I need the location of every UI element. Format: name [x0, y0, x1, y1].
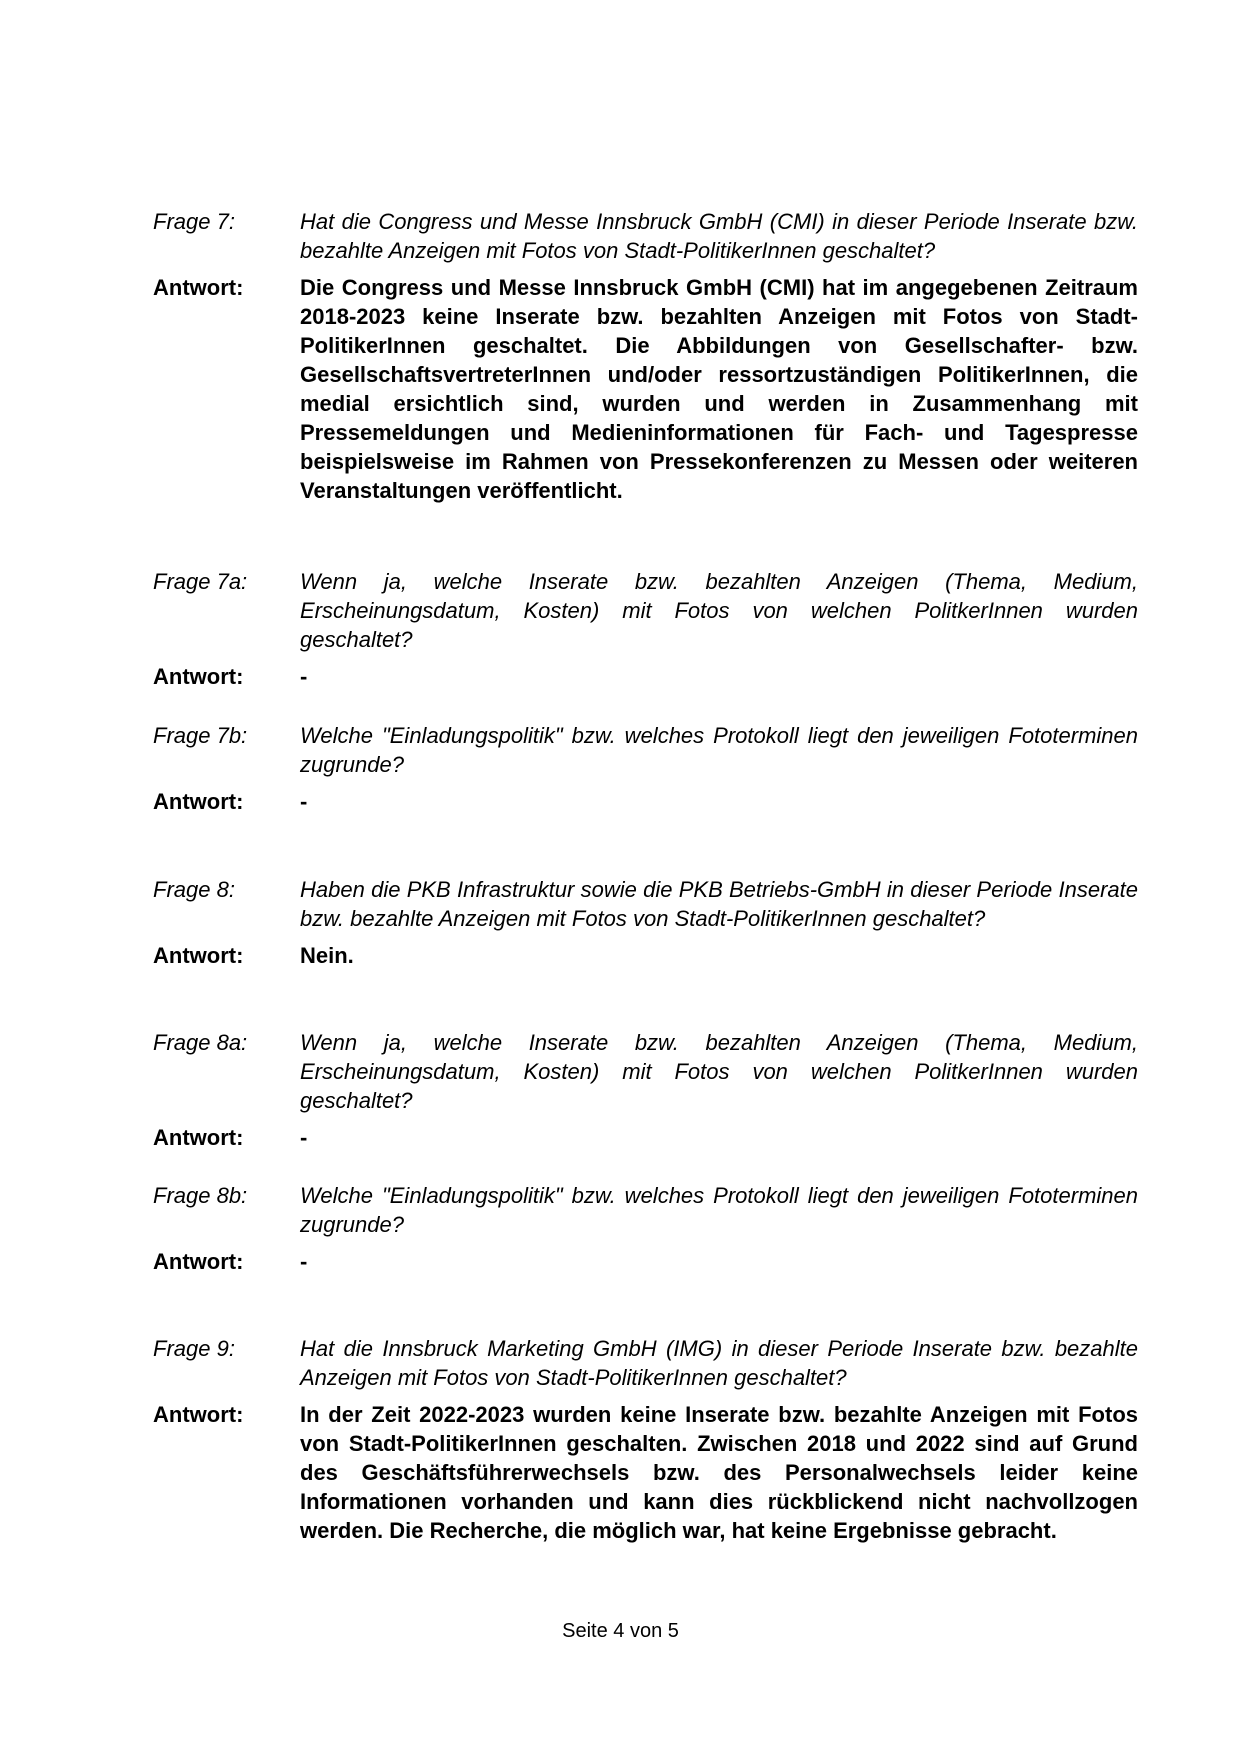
answer-text: In der Zeit 2022-2023 wurden keine Inserate bzw. bezahlte Anzeigen mit Fotos von Stadt-PolitikerInnen geschalten. Zwischen 2018 und 2022 sind auf Grund des Geschäftsführerwechsels bzw. des Personalwechsels leider keine Informationen vorhanden und kann dies rückblickend nicht nachvollzogen werden. Die Recherche, die möglich war, hat keine Ergebnisse gebracht.: [300, 1402, 1138, 1543]
question-label: Frage 9:: [153, 1336, 235, 1361]
answer-row: [153, 941, 1138, 970]
qa-block-frage-8: [153, 875, 1138, 970]
answer-label: Antwort:: [153, 664, 244, 689]
qa-block-frage-8a: [153, 1028, 1138, 1152]
answer-label: Antwort:: [153, 789, 244, 814]
question-row: [153, 721, 1138, 779]
question-label: Frage 8:: [153, 877, 235, 902]
question-row: [153, 567, 1138, 654]
question-label: Frage 7:: [153, 209, 235, 234]
answer-row: [153, 1247, 1138, 1276]
qa-block-frage-9: [153, 1334, 1138, 1545]
question-text: Hat die Congress und Messe Innsbruck GmbH (CMI) in dieser Periode Inserate bzw. bezahlte Anzeigen mit Fotos von Stadt-PolitikerInnen geschaltet?: [300, 209, 1138, 263]
question-row: [153, 875, 1138, 933]
answer-row: [153, 662, 1138, 691]
question-label: Frage 7a:: [153, 569, 248, 594]
question-text: Wenn ja, welche Inserate bzw. bezahlten Anzeigen (Thema, Medium, Erscheinungsdatum, Kosten) mit Fotos von welchen PolitkerInnen wurden geschaltet?: [300, 569, 1138, 652]
question-row: [153, 1028, 1138, 1115]
question-text: Welche "Einladungspolitik" bzw. welches Protokoll liegt den jeweiligen Fototerminen zugrunde?: [300, 1183, 1138, 1237]
answer-text: Die Congress und Messe Innsbruck GmbH (CMI) hat im angegebenen Zeitraum 2018-2023 keine Inserate bzw. bezahlten Anzeigen mit Fotos von Stadt-PolitikerInnen geschaltet. Die Abbildungen von Gesellschafter- bzw. GesellschaftsvertreterInnen und/oder ressortzuständigen PolitikerInnen, die medial ersichtlich sind, wurden und werden in Zusammenhang mit Pressemeldungen und Medieninformationen für Fach- und Tagespresse beispielsweise im Rahmen von Pressekonferenzen zu Messen oder weiteren Veranstaltungen veröffentlicht.: [300, 275, 1138, 503]
answer-label: Antwort:: [153, 943, 244, 968]
answer-label: Antwort:: [153, 1125, 244, 1150]
answer-text: -: [300, 1125, 308, 1150]
answer-text: Nein.: [300, 943, 354, 968]
question-row: [153, 1334, 1138, 1392]
answer-label: Antwort:: [153, 275, 244, 300]
qa-block-frage-7a: [153, 567, 1138, 691]
answer-row: [153, 1400, 1138, 1545]
question-text: Welche "Einladungspolitik" bzw. welches Protokoll liegt den jeweiligen Fototerminen zugrunde?: [300, 723, 1138, 777]
question-label: Frage 8b:: [153, 1183, 248, 1208]
answer-row: [153, 273, 1138, 505]
question-label: Frage 8a:: [153, 1030, 248, 1055]
answer-label: Antwort:: [153, 1249, 244, 1274]
answer-label: Antwort:: [153, 1402, 244, 1427]
answer-text: -: [300, 664, 308, 689]
answer-row: [153, 1123, 1138, 1152]
page-number-footer: Seite 4 von 5: [562, 1620, 679, 1642]
question-label: Frage 7b:: [153, 723, 248, 748]
question-row: [153, 1181, 1138, 1239]
answer-text: -: [300, 1249, 308, 1274]
question-text: Wenn ja, welche Inserate bzw. bezahlten Anzeigen (Thema, Medium, Erscheinungsdatum, Kosten) mit Fotos von welchen PolitkerInnen wurden geschaltet?: [300, 1030, 1138, 1113]
qa-block-frage-7b: [153, 721, 1138, 816]
question-text: Hat die Innsbruck Marketing GmbH (IMG) in dieser Periode Inserate bzw. bezahlte Anzeigen mit Fotos von Stadt-PolitikerInnen geschaltet?: [300, 1336, 1138, 1390]
question-row: [153, 207, 1138, 265]
answer-row: [153, 787, 1138, 816]
answer-text: -: [300, 789, 308, 814]
question-text: Haben die PKB Infrastruktur sowie die PKB Betriebs-GmbH in dieser Periode Inserate bzw. bezahlte Anzeigen mit Fotos von Stadt-PolitikerInnen geschaltet?: [300, 877, 1138, 931]
qa-block-frage-7: [153, 207, 1138, 505]
qa-block-frage-8b: [153, 1181, 1138, 1276]
